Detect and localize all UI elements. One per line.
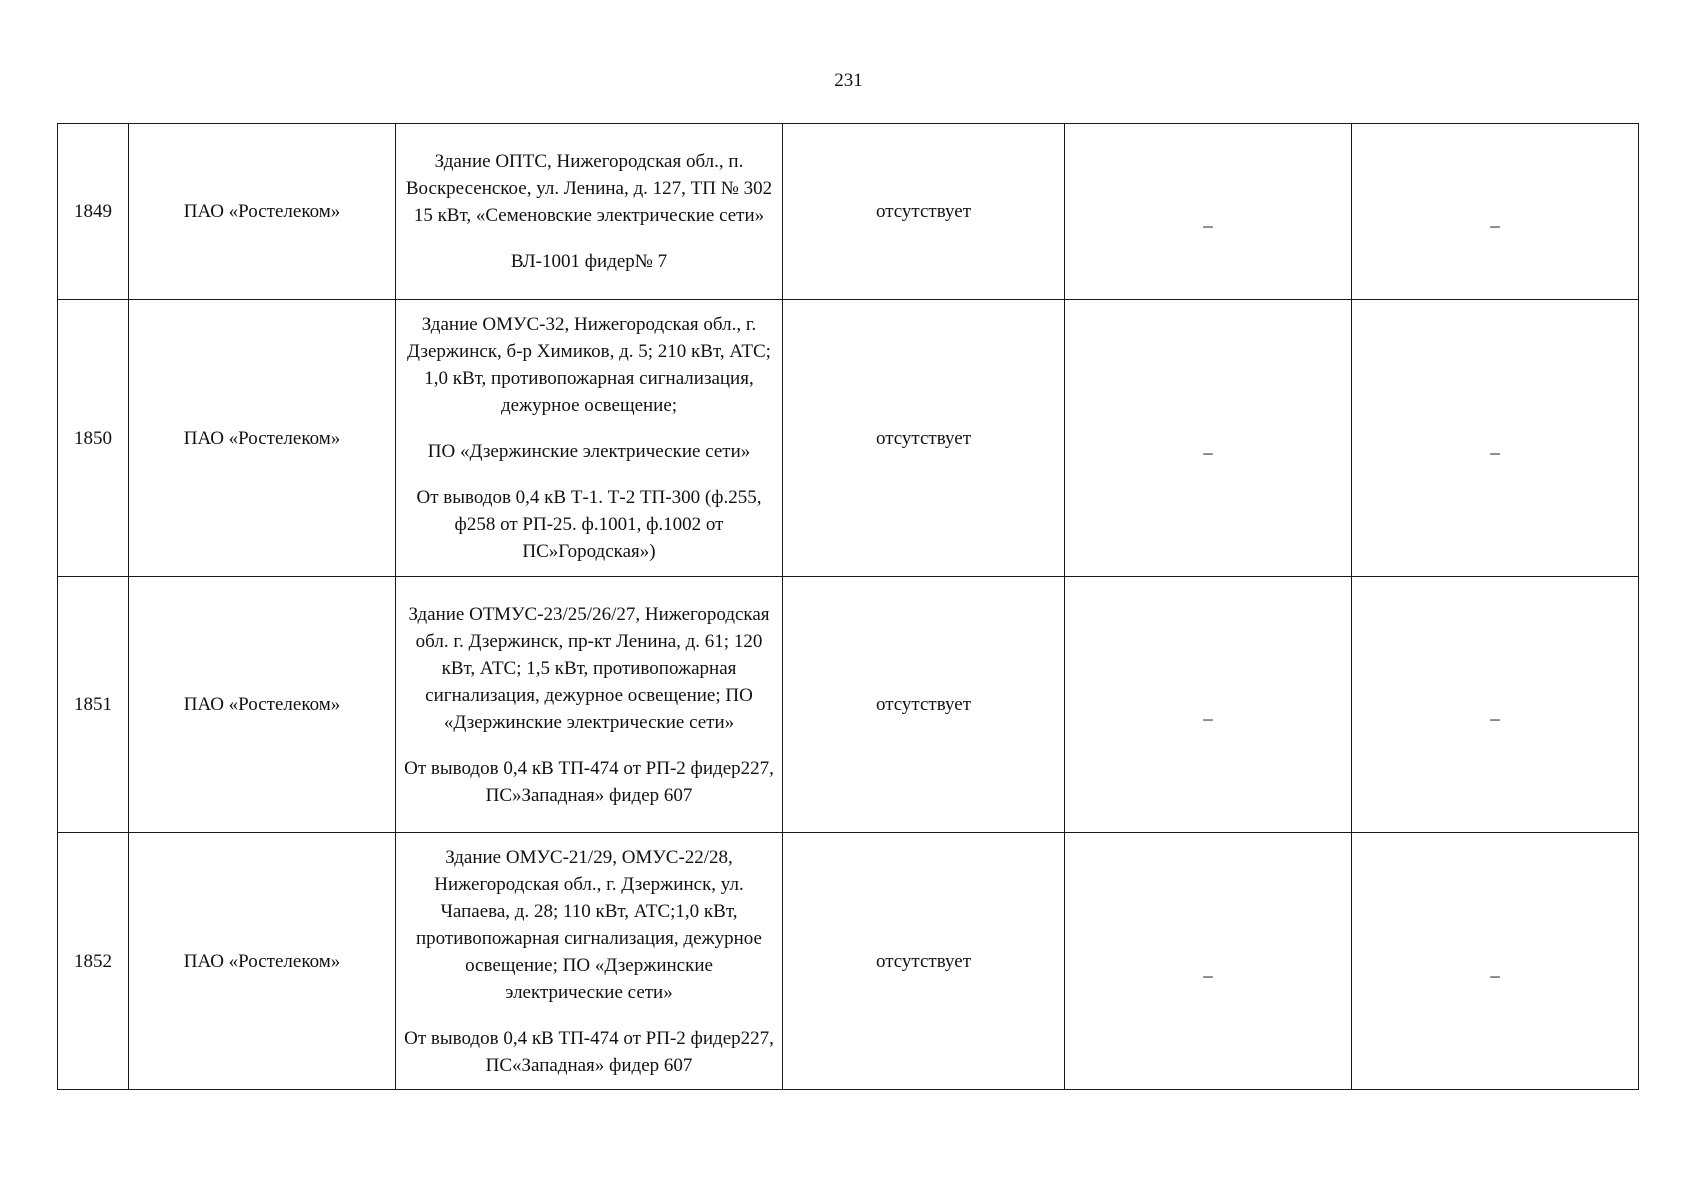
table-row bbox=[58, 124, 1639, 300]
address-cell bbox=[396, 300, 783, 577]
status-cell: отсутствует bbox=[783, 124, 1065, 300]
row-number: 1849 bbox=[58, 124, 129, 300]
address-paragraph: Здание ОТМУС-23/25/26/27, Нижегородская обл. г. Дзержинск, пр-кт Ленина, д. 61; 120 кВт, АТС; 1,5 кВт, противопожарная сигнализация, дежурное освещение; ПО «Дзержинские электрические сети» bbox=[408, 603, 770, 733]
value-cell bbox=[1352, 833, 1639, 1090]
dash-mark: _ bbox=[1490, 435, 1500, 457]
value-cell bbox=[1352, 300, 1639, 577]
status-cell: отсутствует bbox=[783, 300, 1065, 577]
table-row bbox=[58, 833, 1639, 1090]
dash-mark: _ bbox=[1203, 209, 1213, 230]
data-table bbox=[57, 123, 1639, 1090]
dash-mark: _ bbox=[1203, 435, 1213, 457]
address-paragraph: ПО «Дзержинские электрические сети» bbox=[427, 441, 751, 462]
value-cell bbox=[1065, 300, 1352, 577]
page-number: 231 bbox=[834, 70, 863, 91]
value-cell bbox=[1065, 577, 1352, 833]
table-row bbox=[58, 577, 1639, 833]
row-number: 1850 bbox=[58, 300, 129, 577]
dash-mark: _ bbox=[1490, 209, 1500, 230]
value-cell bbox=[1065, 833, 1352, 1090]
status-cell: отсутствует bbox=[783, 833, 1065, 1090]
row-number: 1852 bbox=[58, 833, 129, 1090]
value-cell bbox=[1065, 124, 1352, 300]
row-number: 1851 bbox=[58, 577, 129, 833]
address-cell bbox=[396, 833, 783, 1090]
status-cell: отсутствует bbox=[783, 577, 1065, 833]
organization-name: ПАО «Ростелеком» bbox=[129, 577, 396, 833]
address-paragraph: От выводов 0,4 кВ ТП-474 от РП-2 фидер227, ПС»Западная» фидер 607 bbox=[404, 757, 774, 806]
value-cell bbox=[1352, 124, 1639, 300]
address-paragraph: Здание ОМУС-32, Нижегородская обл., г. Дзержинск, б-р Химиков, д. 5; 210 кВт, АТС; 1,0 кВт, противопожарная сигнализация, дежурное освещение; bbox=[407, 314, 771, 416]
table-row bbox=[58, 300, 1639, 577]
address-paragraph: ВЛ-1001 фидер№ 7 bbox=[510, 251, 668, 272]
address-paragraph: Здание ОМУС-21/29, ОМУС-22/28, Нижегородская обл., г. Дзержинск, ул. Чапаева, д. 28; 110 кВт, АТС;1,0 кВт, противопожарная сигнализация, дежурное освещение; ПО «Дзержинские электрические сети» bbox=[416, 846, 762, 1003]
address-cell bbox=[396, 124, 783, 300]
dash-mark: _ bbox=[1490, 702, 1500, 723]
dash-mark: _ bbox=[1490, 958, 1500, 980]
value-cell bbox=[1352, 577, 1639, 833]
organization-name: ПАО «Ростелеком» bbox=[129, 124, 396, 300]
address-paragraph: От выводов 0,4 кВ ТП-474 от РП-2 фидер227, ПС«Западная» фидер 607 bbox=[404, 1027, 774, 1076]
address-paragraph: Здание ОПТС, Нижегородская обл., п. Воскресенское, ул. Ленина, д. 127, ТП № 302 15 кВт, «Семеновские электрические сети» bbox=[405, 151, 773, 226]
organization-name: ПАО «Ростелеком» bbox=[129, 300, 396, 577]
address-cell bbox=[396, 577, 783, 833]
dash-mark: _ bbox=[1203, 958, 1213, 980]
address-paragraph: От выводов 0,4 кВ Т-1. Т-2 ТП-300 (ф.255, ф258 от РП-25. ф.1001, ф.1002 от ПС»Городская») bbox=[416, 487, 762, 562]
organization-name: ПАО «Ростелеком» bbox=[129, 833, 396, 1090]
dash-mark: _ bbox=[1203, 702, 1213, 723]
